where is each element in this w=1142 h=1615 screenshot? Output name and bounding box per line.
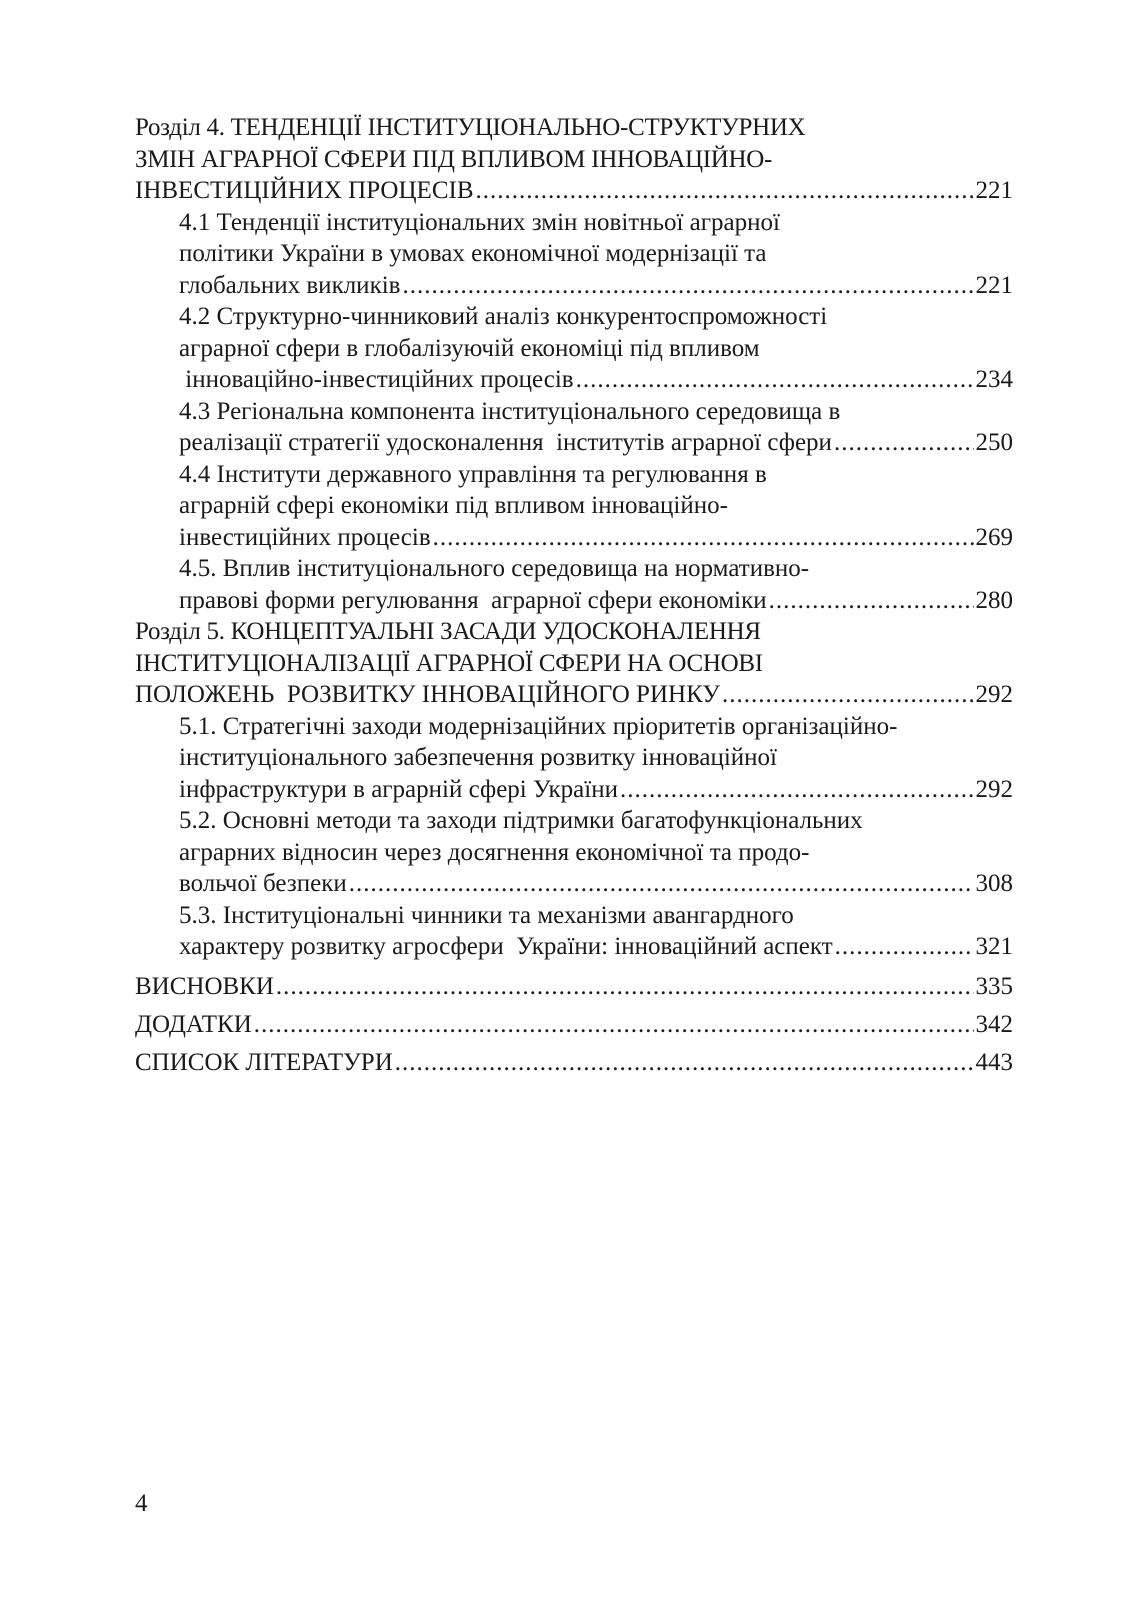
dot-leader (433, 522, 974, 554)
toc-entry-last-line (135, 679, 1013, 711)
toc-section-entry[interactable] (179, 900, 1013, 963)
toc-entry-last-line (135, 971, 1013, 1003)
toc-entry-title: інноваційно-інвестиційних процесів (179, 366, 574, 393)
dot-leader (276, 971, 974, 1003)
page-number: 4 (135, 1490, 148, 1517)
dot-leader (835, 931, 974, 963)
dot-leader (349, 868, 974, 900)
dot-leader (402, 270, 973, 302)
toc-entry-title: ВИСНОВКИ (135, 972, 274, 1000)
toc-backmatter-entry[interactable] (135, 971, 1013, 1003)
toc-entry-line: 4.4 Інститути державного управління та регулювання в (179, 460, 767, 488)
toc-entry-title: правові форми регулювання аграрної сфери економіки (179, 586, 767, 614)
toc-entry-last-line (179, 774, 1013, 806)
toc-page-number: 292 (975, 775, 1013, 803)
toc-entry-line: 4.5. Вплив інституціонального середовища на нормативно- (179, 555, 810, 582)
toc-entry-last-line (179, 364, 1013, 396)
toc-page-number: 234 (975, 366, 1013, 393)
toc-page-number: 308 (975, 870, 1013, 897)
toc-page-number: 250 (975, 429, 1013, 456)
toc-entry-line: аграрних відносин через досягнення економічної та продо- (179, 838, 810, 866)
table-of-contents (135, 112, 1013, 1079)
toc-entry-line: 4.1 Тенденції інституціональних змін новітньої аграрної (179, 208, 780, 236)
toc-entry-line: ІНСТИТУЦІОНАЛІЗАЦІЇ АГРАРНОЇ СФЕРИ НА ОСНОВІ (135, 649, 763, 677)
toc-entry-line: Розділ 5. КОНЦЕПТУАЛЬНІ ЗАСАДИ УДОСКОНАЛЕННЯ (135, 618, 761, 645)
toc-entry-title: вольчої безпеки (179, 870, 347, 897)
toc-page-number: 342 (975, 1010, 1013, 1038)
toc-backmatter-entry[interactable] (135, 1047, 1013, 1079)
toc-entry-last-line (179, 585, 1013, 617)
toc-section-entry[interactable] (179, 396, 1013, 459)
toc-entry-line: інституціонального забезпечення розвитку інноваційної (179, 744, 777, 771)
toc-entry-title: реалізації стратегії удосконалення інститутів аграрної сфери (179, 429, 832, 456)
toc-entry-line: 5.3. Інституціональні чинники та механізми авангардного (179, 901, 794, 929)
toc-entry-line: аграрній сфері економіки під впливом інноваційно- (179, 492, 728, 519)
toc-section-entry[interactable] (179, 711, 1013, 806)
toc-entry-line: 5.2. Основні методи та заходи підтримки багатофункціональних (179, 807, 863, 834)
toc-entry-last-line (179, 270, 1013, 302)
toc-page-number: 335 (975, 972, 1013, 1000)
toc-entry-line: ЗМІН АГРАРНОЇ СФЕРИ ПІД ВПЛИВОМ ІННОВАЦІЙНО- (135, 145, 773, 173)
dot-leader (722, 679, 974, 711)
toc-section-entry[interactable] (179, 805, 1013, 900)
toc-page-number: 443 (975, 1048, 1013, 1076)
toc-entry-title: інфраструктури в аграрній сфері України (179, 775, 618, 803)
dot-leader (620, 774, 974, 806)
toc-entry-title: характеру розвитку агросфери України: інноваційний аспект (179, 933, 833, 960)
toc-page-number: 321 (975, 933, 1013, 960)
toc-section-entry[interactable] (179, 301, 1013, 396)
toc-section-entry[interactable] (179, 553, 1013, 616)
toc-section-entry[interactable] (179, 207, 1013, 302)
toc-entry-line: 4.3 Регіональна компонента інституціонального середовища в (179, 397, 841, 425)
toc-entry-title: ДОДАТКИ (135, 1010, 252, 1038)
dot-leader (476, 175, 974, 207)
toc-chapter-entry[interactable] (135, 616, 1013, 711)
toc-entry-title: ІНВЕСТИЦІЙНИХ ПРОЦЕСІВ (135, 177, 474, 204)
toc-entry-title: інвестиційних процесів (179, 523, 431, 551)
toc-page-number: 221 (975, 177, 1013, 204)
toc-entry-last-line (135, 175, 1013, 207)
toc-page-number: 269 (975, 523, 1013, 551)
toc-backmatter-entry[interactable] (135, 1009, 1013, 1041)
toc-entry-last-line (179, 868, 1013, 900)
toc-entry-line: аграрної сфери в глобалізуючій економіці під впливом (179, 334, 760, 362)
dot-leader (769, 585, 974, 617)
dot-leader (395, 1047, 974, 1079)
toc-entry-last-line (179, 427, 1013, 459)
toc-entry-title: ПОЛОЖЕНЬ РОЗВИТКУ ІННОВАЦІЙНОГО РИНКУ (135, 681, 720, 708)
toc-entry-last-line (179, 931, 1013, 963)
toc-entry-line: політики України в умовах економічної модернізації та (179, 240, 767, 267)
toc-entry-last-line (135, 1009, 1013, 1041)
toc-page-number: 221 (975, 271, 1013, 299)
toc-page-number: 280 (975, 586, 1013, 614)
toc-page-number: 292 (975, 681, 1013, 708)
toc-entry-last-line (135, 1047, 1013, 1079)
toc-entry-line: Розділ 4. ТЕНДЕНЦІЇ ІНСТИТУЦІОНАЛЬНО-СТРУКТУРНИХ (135, 114, 806, 141)
toc-entry-title: глобальних викликів (179, 271, 401, 299)
toc-section-entry[interactable] (179, 459, 1013, 554)
dot-leader (834, 427, 974, 459)
dot-leader (254, 1009, 974, 1041)
toc-chapter-entry[interactable] (135, 112, 1013, 207)
toc-entry-last-line (179, 522, 1013, 554)
toc-entry-line: 4.2 Структурно-чинниковий аналіз конкурентоспроможності (179, 303, 828, 330)
toc-entry-line: 5.1. Стратегічні заходи модернізаційних пріоритетів організаційно- (179, 712, 898, 740)
dot-leader (576, 364, 974, 396)
toc-entry-title: СПИСОК ЛІТЕРАТУРИ (135, 1048, 393, 1076)
